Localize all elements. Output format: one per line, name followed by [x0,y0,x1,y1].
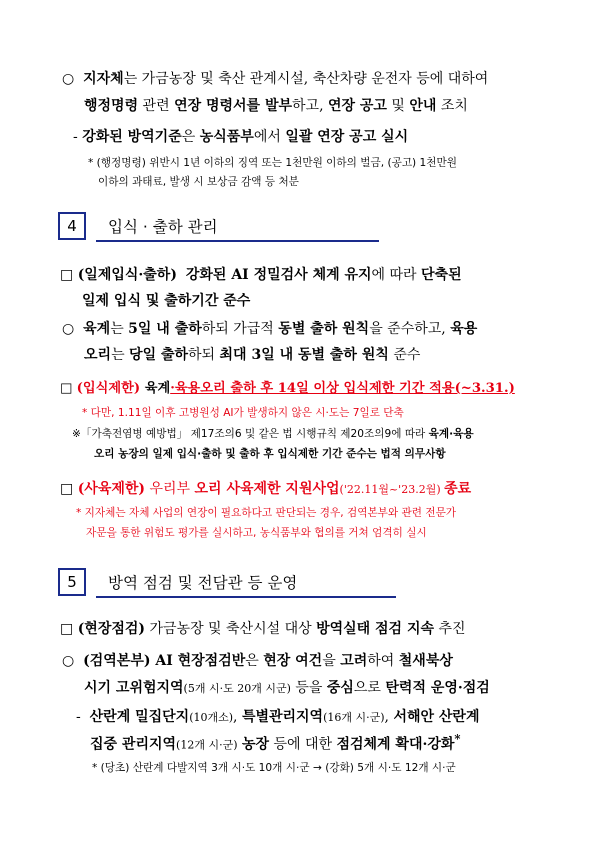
para-batch-line2 [82,290,250,310]
text-consider: 고려 [340,653,368,669]
square-bullet: □ [60,267,74,283]
text-plain: 으로 [353,680,386,696]
text-rearing-limit: (사육제한) [77,481,146,497]
text-plain: 은 [181,129,200,145]
text-plain: 하되 [188,347,220,363]
text-plain: 는 [110,321,129,337]
reference-mark: ※ [72,428,81,440]
text-extension-notice: 연장 공고 [327,98,387,114]
text-shortened: 단축된 [421,267,462,283]
para-rearing-limit [60,478,471,498]
para-quarantine-line2 [84,677,490,697]
text-admin-order: 행정명령 [84,98,139,114]
text-plain: 가금농장 및 축산시설 대상 [145,621,317,637]
text-inspection-continue: 방역실태 점검 지속 [316,621,435,637]
text-quarantine-team: (검역본부) AI 현장점검반 [83,653,246,669]
text-broiler: 육계 [140,381,171,396]
text-count: (12개 시·군) [176,738,238,752]
note-penalty-line2: 이하의 과태료, 발생 시 보상금 감액 등 처분 [98,176,299,188]
note-legal-line1 [72,426,474,441]
section-number: 5 [58,568,86,596]
text-field-inspection: (현장점검) [77,621,146,637]
text-plain: 준수 [388,347,421,363]
text-5day: 5일 내 출하 [128,321,202,337]
note-expansion: * (당초) 산란계 다발지역 3개 시·도 10개 시·군 → (강화) 5개 시·도 12개 시·군 [92,762,456,774]
text-high-risk: 시기 고위험지역 [84,680,184,696]
para-shipment-line2 [84,344,420,364]
text-plain: 에서 [253,129,286,145]
para-shipment-line1 [62,318,477,338]
para-quarantine-line1 [62,650,453,670]
circle-bullet: ○ [62,653,75,669]
text-batch: (일제입식·출하) [77,267,177,283]
text-region-count: (5개 시·도 20개 시군) [183,682,291,695]
note-exception: * 다만, 1.11일 이후 고병원성 AI가 발생하지 않은 시·도는 7일로 단축 [82,407,404,419]
text-bulk-notice: 일괄 연장 공고 실시 [285,129,409,145]
dash-bullet: - [76,709,81,725]
para-batch-line1 [60,264,462,284]
text-plain: 에 따라 [371,267,422,283]
text-plain: 을 준수하고, [369,321,451,337]
text-plain: 하되 가급적 [201,321,279,337]
para-admin-order-line1 [62,68,488,88]
text-plain: 조치 [436,98,468,114]
para-admin-order-line2 [84,95,468,115]
text-count: (16개 시·군) [323,711,385,724]
para-restriction [60,377,515,396]
text-flexible: 탄력적 운영·점검 [385,680,490,696]
section-underline [96,240,379,242]
text-broiler: 육계 [83,321,111,337]
note-legal-line2: 오리 농장의 일제 입식·출하 및 출하 후 입식제한 기간 준수는 법적 의무사항 [94,448,446,460]
text-restriction: (입식제한) [76,381,141,396]
text-plain: 하고, [292,98,328,114]
note-local-program-line2: 자문을 통한 위험도 평가를 실시하고, 농식품부와 협의를 거쳐 엄격히 실시 [86,527,427,539]
text-duck: 오리 [84,347,112,363]
text-period: ('22.11월~'23.2월) [339,483,445,496]
text-extension-order: 연장 명령서를 발부 [174,98,293,114]
text-expand: 점검체계 확대·강화 [336,736,455,753]
text-per-house: 동별 출하 원칙 [278,321,370,337]
text-local-gov: 지자체 [83,71,124,87]
text-plain: 등에 대한 [269,736,337,753]
text-plain: , [384,709,394,725]
text-plain: 추진 [434,621,466,637]
text-plain: 는 [111,347,130,363]
text-ministry: 농식품부 [199,129,254,145]
section-title: 방역 점검 및 전담관 등 운영 [108,574,298,592]
text-migration: 철새북상 [398,653,453,669]
text-batch-period: 일제 입식 및 출하기간 준수 [82,293,251,309]
text-plain: 등을 [290,680,327,696]
note-penalty-line1: * (행정명령) 위반시 1년 이하의 징역 또는 1천만원 이하의 벌금, (공고) 1천만원 [88,157,457,169]
square-bullet: □ [60,481,74,497]
text-field-condition: 현장 여건 [263,653,323,669]
text-plain: 관련 [138,98,175,114]
text-end: 종료 [444,481,472,497]
text-special-area: 특별관리지역 [241,709,324,725]
square-bullet: □ [60,621,74,637]
text-layer-complex: 산란계 밀집단지 [89,709,190,725]
text-intensive-area: 집중 관리지역 [90,736,177,753]
text-plain: 우리부 [145,481,195,497]
section-title: 입식 · 출하 관리 [108,218,218,236]
text-count: (10개소) [189,711,234,724]
text-restriction-period: ·육용오리 출하 후 14일 이상 입식제한 기간 적용(~3.31.) [170,381,515,396]
text-same-day: 당일 출하 [129,347,189,363]
text-plain: , [233,709,242,725]
text-support-program: 오리 사육제한 지원사업 [194,481,340,497]
text-standard: 강화된 방역기준 [82,129,182,145]
dash-bullet: - [73,129,78,145]
text-broiler-meat: 육계·육용 [428,428,474,440]
footnote-mark: * [454,732,461,746]
text-plain: 하여 [367,653,399,669]
para-field-inspection [60,618,466,638]
text-plain: 「가축전염병 예방법」 제17조의6 및 같은 법 시행규칙 제20조의9에 따라 [80,428,429,440]
circle-bullet: ○ [62,71,75,87]
circle-bullet: ○ [62,321,75,337]
text-guidance: 안내 [409,98,437,114]
square-bullet: □ [60,381,73,396]
note-local-program-line1: * 지자체는 자체 사업의 연장이 필요하다고 판단되는 경우, 검역본부와 관련 전문가 [76,507,457,519]
text-plain: 및 [386,98,410,114]
text-focus: 중심 [326,680,354,696]
text-plain: 는 가금농장 및 축산 관계시설, 축산차량 운전자 등에 대하여 [123,71,489,87]
text-meat: 육용 [450,321,478,337]
text-plain: 을 [322,653,341,669]
text-3day: 최대 3일 내 동별 출하 원칙 [219,347,389,363]
para-layer-line2 [90,732,461,754]
para-layer-line1 [76,706,479,726]
text-west-coast: 서해안 산란계 [393,709,480,725]
text-ai-test: 강화된 AI 정밀검사 체계 유지 [185,267,372,283]
text-plain: 은 [245,653,264,669]
section-number: 4 [58,212,86,240]
para-strengthened-standard [73,126,408,146]
section-underline [96,596,396,598]
text-farm: 농장 [241,736,269,753]
